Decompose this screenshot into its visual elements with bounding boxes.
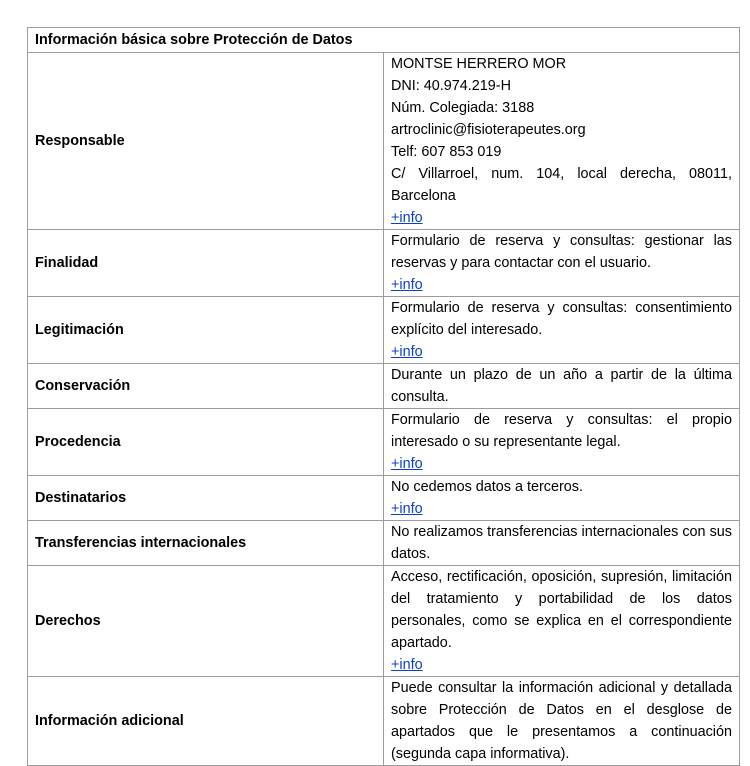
data-protection-table: [27, 27, 740, 766]
table-row-derechos: [28, 566, 740, 677]
responsable-dni: DNI: 40.974.219-H: [391, 78, 511, 94]
legitimacion-text: Formulario de reserva y consultas: consentimiento explícito del interesado.: [391, 300, 732, 338]
responsable-phone: Telf: 607 853 019: [391, 144, 502, 160]
row-label-conservacion: Conservación: [28, 364, 384, 409]
row-label-info-adicional: Información adicional: [28, 677, 384, 766]
row-value-responsable: [384, 53, 740, 230]
table-row-transferencias: [28, 521, 740, 566]
derechos-text: Acceso, rectificación, oposición, supresión, limitación del tratamiento y portabilidad de los datos personales, como se explica en el correspondiente apartado.: [391, 569, 732, 651]
row-label-finalidad: Finalidad: [28, 230, 384, 297]
table-row-finalidad: [28, 230, 740, 297]
destinatarios-text: No cedemos datos a terceros.: [391, 479, 583, 495]
table-row-procedencia: [28, 409, 740, 476]
info-adicional-text: Puede consultar la información adicional y detallada sobre Protección de Datos en el desglose de apartados que le presentamos a continuación (segunda capa informativa).: [391, 680, 732, 762]
legitimacion-info-link[interactable]: +info: [391, 344, 423, 360]
table-row-legitimacion: [28, 297, 740, 364]
row-value-destinatarios: [384, 476, 740, 521]
derechos-info-link[interactable]: +info: [391, 657, 423, 673]
row-label-transferencias: Transferencias internacionales: [28, 521, 384, 566]
table-title: Información básica sobre Protección de Datos: [28, 28, 740, 53]
row-label-derechos: Derechos: [28, 566, 384, 677]
table-row-info-adicional: [28, 677, 740, 766]
finalidad-text: Formulario de reserva y consultas: gestionar las reservas y para contactar con el usuario.: [391, 233, 732, 271]
row-value-finalidad: [384, 230, 740, 297]
responsable-info-link[interactable]: +info: [391, 210, 423, 226]
table-row-responsable: [28, 53, 740, 230]
row-label-legitimacion: Legitimación: [28, 297, 384, 364]
table-row-conservacion: [28, 364, 740, 409]
responsable-name: MONTSE HERRERO MOR: [391, 56, 567, 72]
destinatarios-info-link[interactable]: +info: [391, 501, 423, 517]
responsable-address: C/ Villarroel, num. 104, local derecha, 08011, Barcelona: [391, 166, 732, 204]
responsable-colegiada: Núm. Colegiada: 3188: [391, 100, 535, 116]
row-value-procedencia: [384, 409, 740, 476]
table-title-row: [28, 28, 740, 53]
responsable-email: artroclinic@fisioterapeutes.org: [391, 122, 586, 138]
finalidad-info-link[interactable]: +info: [391, 277, 423, 293]
row-value-legitimacion: [384, 297, 740, 364]
procedencia-info-link[interactable]: +info: [391, 456, 423, 472]
row-label-responsable: Responsable: [28, 53, 384, 230]
transferencias-text: No realizamos transferencias internacionales con sus datos.: [391, 524, 732, 562]
row-value-conservacion: [384, 364, 740, 409]
table-row-destinatarios: [28, 476, 740, 521]
row-value-transferencias: [384, 521, 740, 566]
conservacion-text: Durante un plazo de un año a partir de la última consulta.: [391, 367, 732, 405]
procedencia-text: Formulario de reserva y consultas: el propio interesado o su representante legal.: [391, 412, 732, 450]
row-value-info-adicional: [384, 677, 740, 766]
row-label-procedencia: Procedencia: [28, 409, 384, 476]
row-label-destinatarios: Destinatarios: [28, 476, 384, 521]
row-value-derechos: [384, 566, 740, 677]
